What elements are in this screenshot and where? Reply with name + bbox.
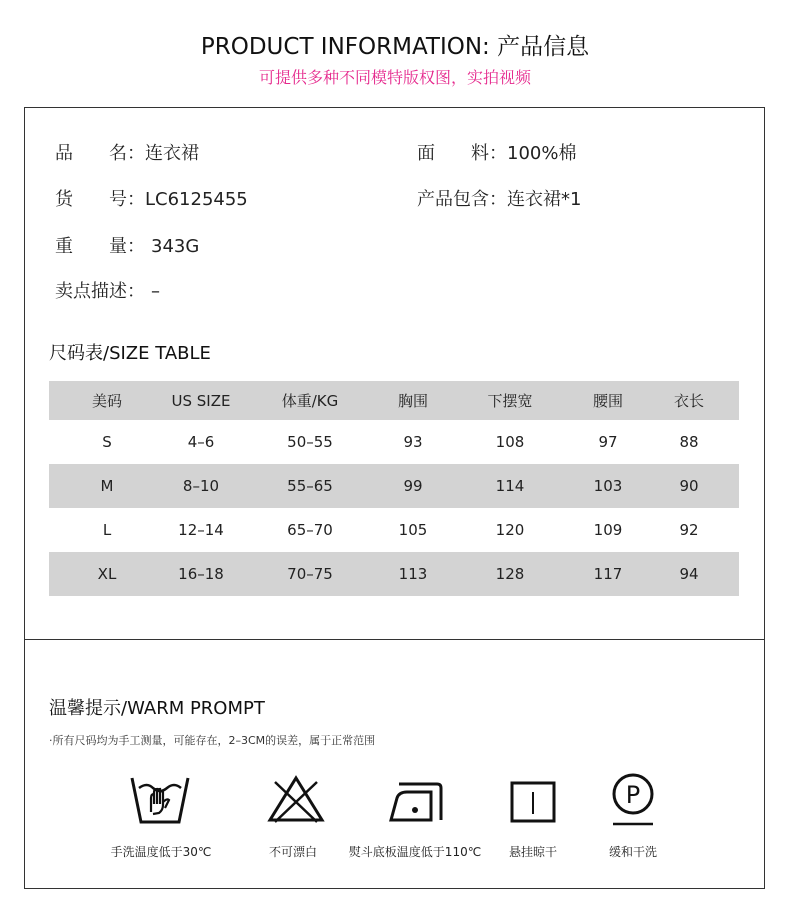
table-cell: 4–6	[187, 433, 215, 451]
header-cell: US SIZE	[165, 381, 237, 420]
page-title: PRODUCT INFORMATION: 产品信息	[200, 34, 590, 60]
selling-value: –	[151, 281, 160, 302]
weight-value: 343G	[151, 236, 200, 257]
hand-wash-icon	[129, 774, 191, 826]
iron-low-icon	[387, 780, 445, 824]
table-cell: 108	[495, 433, 525, 451]
table-cell: 90	[639, 464, 739, 508]
table-cell: L	[102, 521, 112, 539]
contents-value: 连衣裙*1	[507, 189, 582, 210]
care-label: 悬挂晾干	[508, 845, 558, 859]
info-name	[55, 139, 199, 165]
care-label: 不可漂白	[268, 845, 318, 859]
page-subtitle: 可提供多种不同模特版权图，实拍视频	[258, 68, 531, 87]
table-cell: 103	[577, 464, 639, 508]
name-value: 连衣裙	[145, 143, 199, 164]
table-cell: 12–14	[178, 521, 224, 539]
warm-prompt-title: 温馨提示/WARM PROMPT	[49, 698, 265, 719]
no-bleach-icon	[267, 774, 325, 824]
table-row	[49, 464, 739, 508]
table-row	[49, 552, 739, 596]
table-cell: 16–18	[165, 552, 237, 596]
care-label: 手洗温度低于30℃	[110, 845, 212, 859]
table-cell: 114	[443, 464, 577, 508]
info-weight	[55, 232, 199, 258]
care-label: 熨斗底板温度低于110℃	[348, 845, 482, 859]
table-cell: 92	[679, 521, 699, 539]
table-cell: 70–75	[237, 552, 383, 596]
info-fabric	[417, 139, 576, 165]
table-cell: 99	[383, 464, 443, 508]
name-label: 品 名：	[55, 143, 145, 164]
table-cell: 8–10	[165, 464, 237, 508]
size-table	[49, 381, 739, 596]
svg-text:P: P	[625, 781, 641, 809]
table-cell: 109	[593, 521, 623, 539]
info-contents	[417, 185, 581, 211]
care-label: 缓和干洗	[608, 845, 658, 859]
table-row	[49, 420, 739, 464]
sku-value: LC6125455	[145, 189, 248, 210]
info-frame	[24, 107, 765, 889]
header-cell: 衣长	[639, 381, 739, 420]
table-cell: 105	[398, 521, 428, 539]
table-cell: 128	[443, 552, 577, 596]
table-cell: 94	[639, 552, 739, 596]
header-cell: 腰围	[577, 381, 639, 420]
header-cell: 美码	[49, 381, 165, 420]
table-cell: M	[49, 464, 165, 508]
selling-label: 卖点描述：	[55, 281, 145, 302]
fabric-value: 100%棉	[507, 143, 577, 164]
info-selling-points	[55, 277, 160, 303]
table-cell: 120	[495, 521, 525, 539]
weight-label: 重 量：	[55, 236, 145, 257]
table-cell: 55–65	[237, 464, 383, 508]
gentle-dry-clean-icon	[610, 772, 656, 828]
table-cell: 88	[679, 433, 699, 451]
header-cell: 胸围	[383, 381, 443, 420]
hang-dry-icon	[509, 780, 557, 824]
table-cell: XL	[49, 552, 165, 596]
fabric-label: 面 料：	[417, 143, 507, 164]
table-cell: S	[102, 433, 112, 451]
table-cell: 113	[383, 552, 443, 596]
table-cell: 117	[577, 552, 639, 596]
sku-label: 货 号：	[55, 189, 145, 210]
size-table-header	[49, 381, 739, 420]
measurement-note: ·所有尺码均为手工测量，可能存在，2–3CM的误差，属于正常范围	[49, 734, 376, 747]
header-cell: 体重/KG	[237, 381, 383, 420]
info-sku	[55, 185, 248, 211]
table-cell: 93	[403, 433, 423, 451]
header-cell: 下摆宽	[443, 381, 577, 420]
section-divider	[25, 639, 764, 640]
table-cell: 50–55	[287, 433, 333, 451]
table-cell: 65–70	[287, 521, 333, 539]
table-row	[49, 508, 739, 552]
table-cell: 97	[598, 433, 618, 451]
size-table-title: 尺码表/SIZE TABLE	[49, 343, 211, 364]
contents-label: 产品包含：	[417, 189, 507, 210]
